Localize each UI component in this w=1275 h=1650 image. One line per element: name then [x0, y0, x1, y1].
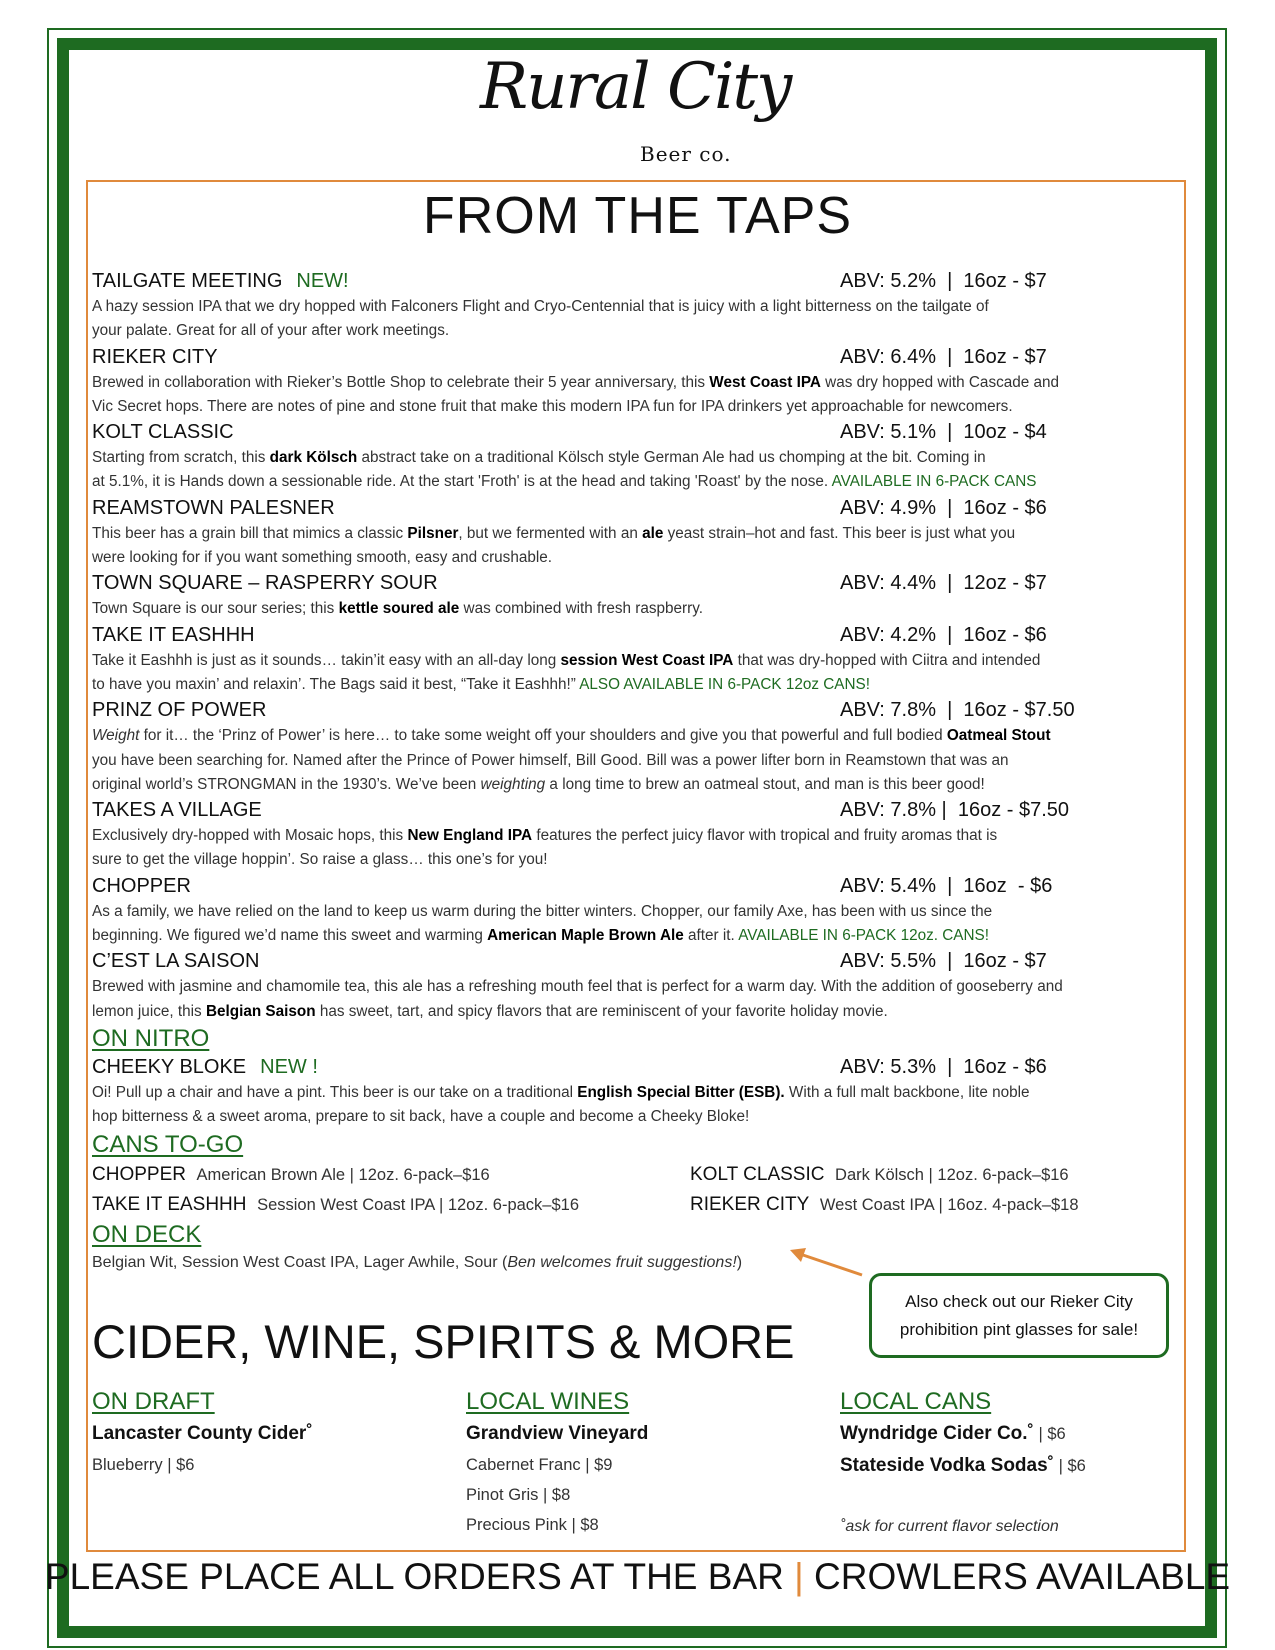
- beer-description: Brewed with jasmine and chamomile tea, this ale has a refreshing mouth feel that is perfect for a warm day. With the addition of gooseberry and: [92, 978, 1063, 996]
- beer-abv-price: ABV: 4.4% | 12oz - $7: [840, 572, 1047, 595]
- logo-script: Rural City: [480, 50, 791, 124]
- beer-abv-price: ABV: 5.3% | 16oz - $6: [840, 1055, 1047, 1078]
- beer-description: Oi! Pull up a chair and have a pint. This beer is our take on a traditional English Special Bitter (ESB). With a full malt backbone, lite noble: [92, 1083, 1030, 1101]
- beer-abv-price: ABV: 6.4% | 16oz - $7: [840, 345, 1047, 368]
- column-heading: LOCAL WINES: [466, 1388, 630, 1415]
- beer-abv-price: ABV: 5.2% | 16oz - $7: [840, 270, 1047, 292]
- column-local-cans: [840, 1386, 1180, 1542]
- can-detail: Dark Kölsch | 12oz. 6-pack–$16: [835, 1165, 1069, 1184]
- can-detail: Session West Coast IPA | 12oz. 6-pack–$16: [257, 1195, 579, 1214]
- beer-abv-price: ABV: 5.1% | 10oz - $4: [840, 421, 1047, 444]
- beer-description: lemon juice, this Belgian Saison has sweet, tart, and spicy flavors that are reminiscent of your favorite holiday movie.: [92, 1002, 888, 1020]
- list-item: Blueberry | $6: [92, 1456, 195, 1474]
- beer-description: to have you maxin’ and relaxin’. The Bags said it best, “Take it Eashhh!” ALSO AVAILABLE IN 6-PACK 12oz CANS!: [92, 675, 870, 693]
- callout-box: [869, 1273, 1169, 1358]
- beer-description: hop bitterness & a sweet aroma, prepare to sit back, have a couple and become a Cheeky Bloke!: [92, 1108, 750, 1126]
- beer-description: Vic Secret hops. There are notes of pine and stone fruit that make this modern IPA fun for IPA drinkers yet approachable for newcomers.: [92, 397, 1013, 415]
- footnote: ˚ask for current flavor selection: [840, 1518, 1059, 1535]
- beer-description: Brewed in collaboration with Rieker’s Bottle Shop to celebrate their 5 year anniversary, this West Coast IPA was dry hopped with Cascade and: [92, 373, 1060, 391]
- column-local-wines: [466, 1386, 806, 1540]
- new-badge: NEW !: [260, 1055, 318, 1078]
- beer-name: KOLT CLASSIC: [92, 421, 234, 444]
- column-subheading: Grandview Vineyard: [466, 1423, 649, 1444]
- column-subheading: Lancaster County Cider˚: [92, 1423, 313, 1444]
- beer-description: at 5.1%, it is Hands down a sessionable ride. At the start 'Froth' is at the head and taking 'Roast' by the nose. AVAILABLE IN 6-PACK CANS: [92, 473, 1037, 491]
- column-heading: ON DRAFT: [92, 1388, 215, 1415]
- beer-description: A hazy session IPA that we dry hopped with Falconers Flight and Cryo-Centennial that is juicy with a light bitterness on the tailgate of: [92, 298, 989, 315]
- beer-name: PRINZ OF POWER: [92, 699, 267, 722]
- section-on-deck: ON DECK: [92, 1220, 202, 1248]
- beer-description: sure to get the village hoppin’. So raise a glass… this one’s for you!: [92, 851, 548, 869]
- beer-description: original world’s STRONGMAN in the 1930’s. We’ve been weighting a long time to brew an oatmeal stout, and man is this beer good!: [92, 775, 985, 793]
- beer-description: This beer has a grain bill that mimics a classic Pilsner, but we fermented with an ale yeast strain–hot and fast. This beer is just what you: [92, 524, 1016, 542]
- can-detail: American Brown Ale | 12oz. 6-pack–$16: [196, 1165, 490, 1184]
- beer-name: TAILGATE MEETING: [92, 270, 283, 292]
- beer-description: your palate. Great for all of your after work meetings.: [92, 322, 450, 340]
- beer-name: TAKE IT EASHHH: [92, 623, 255, 646]
- list-item: Stateside Vodka Sodas˚ | $6: [840, 1455, 1086, 1476]
- page-title: FROM THE TAPS: [422, 187, 853, 245]
- beer-name: C’EST LA SAISON: [92, 950, 260, 973]
- beer-name: TOWN SQUARE – RASPERRY SOUR: [92, 572, 438, 595]
- column-on-draft: [92, 1386, 432, 1480]
- list-item: Wyndridge Cider Co.˚ | $6: [840, 1423, 1066, 1444]
- footer-banner: PLEASE PLACE ALL ORDERS AT THE BAR | CROWLERS AVAILABLE: [44, 1556, 1231, 1597]
- beer-description: beginning. We figured we’d name this sweet and warming American Maple Brown Ale after it. AVAILABLE IN 6-PACK 12oz. CANS!: [92, 927, 989, 945]
- beer-description: As a family, we have relied on the land to keep us warm during the bitter winters. Chopper, our family Axe, has been with us since the: [92, 902, 993, 920]
- can-name: TAKE IT EASHHH: [92, 1193, 247, 1215]
- section-cans-to-go: CANS TO-GO: [92, 1130, 244, 1158]
- list-item: Precious Pink | $8: [466, 1516, 599, 1534]
- beer-description: Take it Eashhh is just as it sounds… takin’it easy with an all-day long session West Coast IPA that was dry-hopped with Ciitra and intended: [92, 651, 1041, 669]
- list-item: Cabernet Franc | $9: [466, 1456, 613, 1474]
- beer-abv-price: ABV: 4.2% | 16oz - $6: [840, 623, 1047, 646]
- beer-name: CHOPPER: [92, 874, 191, 897]
- can-name: RIEKER CITY: [690, 1193, 810, 1215]
- logo-sub: Beer co.: [640, 142, 732, 166]
- beer-name: TAKES A VILLAGE: [92, 799, 262, 822]
- beer-description: Town Square is our sour series; this kettle soured ale was combined with fresh raspberry.: [92, 600, 704, 618]
- beer-description: you have been searching for. Named after the Prince of Power himself, Bill Good. Bill was a power lifter born in Reamstown that was an: [92, 751, 1009, 769]
- beer-description: Weight for it… the ‘Prinz of Power’ is here… to take some weight off your shoulders and give you that powerful and full bodied Oatmeal Stout: [92, 727, 1051, 745]
- list-item: Pinot Gris | $8: [466, 1486, 571, 1504]
- section-on-nitro: ON NITRO: [92, 1024, 210, 1052]
- beer-abv-price: ABV: 4.9% | 16oz - $6: [840, 496, 1047, 519]
- beer-name: REAMSTOWN PALESNER: [92, 496, 335, 519]
- beer-abv-price: ABV: 7.8% | 16oz - $7.50: [840, 699, 1075, 722]
- beer-abv-price: ABV: 5.5% | 16oz - $7: [840, 950, 1047, 973]
- beer-abv-price: ABV: 5.4% | 16oz - $6: [840, 874, 1053, 897]
- beer-abv-price: ABV: 7.8% | 16oz - $7.50: [840, 799, 1070, 822]
- beer-description: Starting from scratch, this dark Kölsch abstract take on a traditional Kölsch style German Ale had us chomping at the bit. Coming in: [92, 449, 986, 467]
- new-badge: NEW!: [296, 270, 349, 292]
- section-heading-more: CIDER, WINE, SPIRITS & MORE: [92, 1315, 795, 1368]
- callout-line: Also check out our Rieker City: [905, 1292, 1133, 1311]
- can-detail: West Coast IPA | 16oz. 4-pack–$18: [819, 1195, 1079, 1214]
- on-deck-text: Belgian Wit, Session West Coast IPA, Lager Awhile, Sour (Ben welcomes fruit suggestions!): [92, 1253, 743, 1271]
- can-name: CHOPPER: [92, 1163, 186, 1185]
- beer-name: CHEEKY BLOKE: [92, 1055, 247, 1078]
- can-name: KOLT CLASSIC: [690, 1163, 825, 1185]
- beer-name: RIEKER CITY: [92, 345, 218, 368]
- beer-description: were looking for if you want something smooth, easy and crushable.: [92, 549, 553, 567]
- beer-description: Exclusively dry-hopped with Mosaic hops, this New England IPA features the perfect juicy flavor with tropical and fruity aromas that is: [92, 827, 998, 845]
- column-heading: LOCAL CANS: [840, 1388, 992, 1415]
- callout-line: prohibition pint glasses for sale!: [899, 1320, 1139, 1339]
